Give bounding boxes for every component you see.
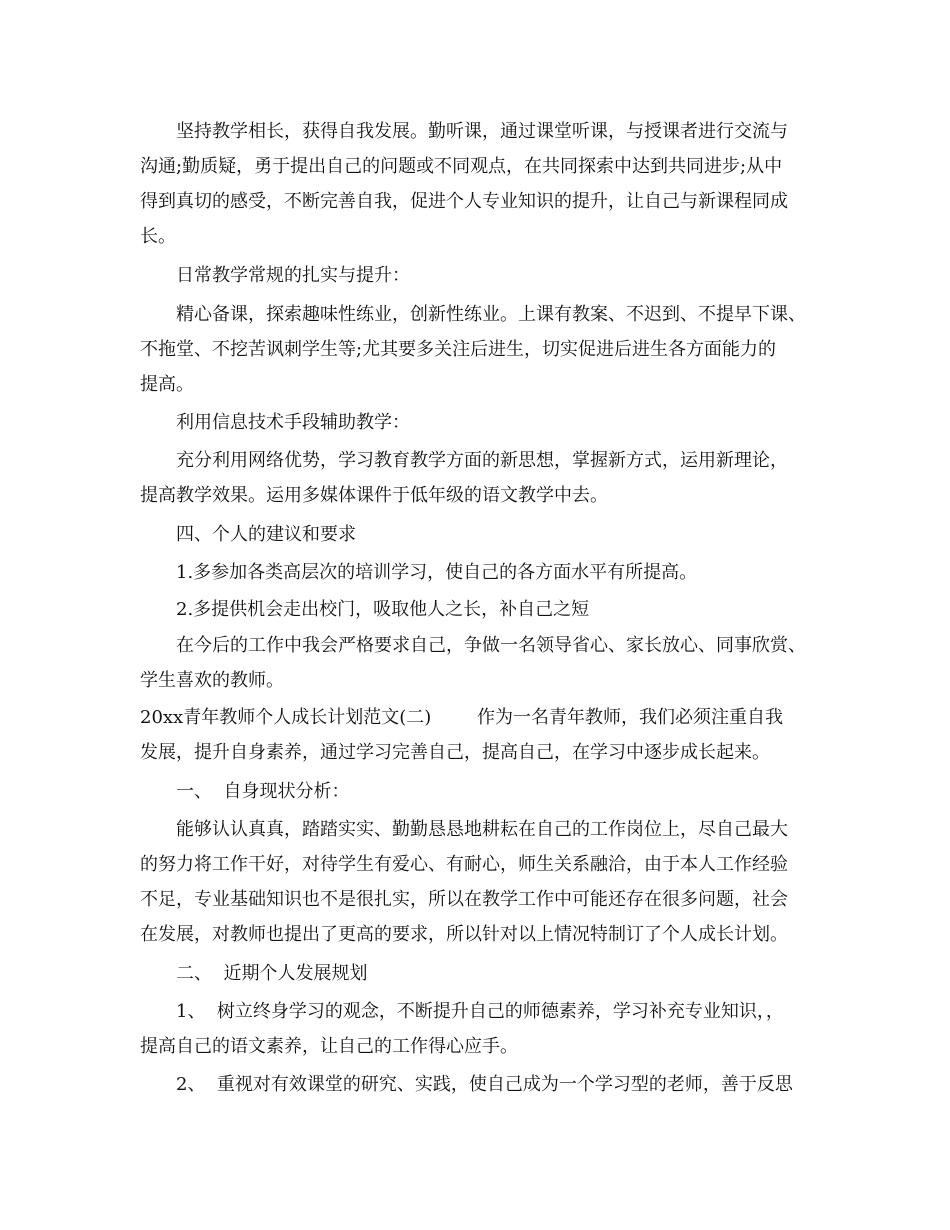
paragraph-line: 提高教学效果。运用多媒体课件于低年级的语文教学中去。 xyxy=(140,485,608,506)
section-heading: 二、 近期个人发展规划 xyxy=(176,963,368,984)
paragraph-line: 精心备课，探索趣味性练业，创新性练业。上课有教案、不迟到、不提早下课、 xyxy=(176,304,806,325)
section-heading: 四、个人的建议和要求 xyxy=(176,524,356,545)
paragraph-line: 发展，提升自身素养，通过学习完善自己，提高自己，在学习中逐步成长起来。 xyxy=(140,742,770,763)
section-heading: 一、 自身现状分析： xyxy=(176,781,350,802)
list-item: 2.多提供机会走出校门，吸取他人之长，补自己之短 xyxy=(176,599,590,620)
paragraph-line: 坚持教学相长，获得自我发展。勤听课，通过课堂听课，与授课者进行交流与 xyxy=(176,121,788,142)
paragraph-line: 不足，专业基础知识也不是很扎实，所以在教学工作中可能还存在很多问题，社会 xyxy=(140,889,788,910)
section-heading: 利用信息技术手段辅助教学： xyxy=(176,412,410,433)
paragraph-line: 充分利用网络优势，学习教育教学方面的新思想，掌握新方式，运用新理论， xyxy=(176,450,788,471)
list-item: 1、 树立终身学习的观念，不断提升自己的师德素养，学习补充专业知识，， xyxy=(176,1001,784,1022)
paragraph-line: 得到真切的感受，不断完善自我，促进个人专业知识的提升，让自己与新课程同成 xyxy=(140,191,788,212)
paragraph-line: 能够认认真真，踏踏实实、勤勤恳恳地耕耘在自己的工作岗位上，尽自己最大 xyxy=(176,819,788,840)
paragraph-line: 长。 xyxy=(140,226,176,247)
paragraph-line: 提高。 xyxy=(140,374,194,395)
paragraph-line: 提高自己的语文素养，让自己的工作得心应手。 xyxy=(140,1036,518,1057)
article-title-line: 20xx青年教师个人成长计划范文(二) 作为一名青年教师，我们必须注重自我 xyxy=(140,707,784,728)
paragraph-line: 学生喜欢的教师。 xyxy=(140,670,284,691)
paragraph-line: 在今后的工作中我会严格要求自己，争做一名领导省心、家长放心、同事欣赏、 xyxy=(176,635,806,656)
paragraph-line: 沟通;勤质疑，勇于提出自己的问题或不同观点，在共同探索中达到共同进步;从中 xyxy=(140,156,783,177)
list-item: 2、 重视对有效课堂的研究、实践，使自己成为一个学习型的老师，善于反思 xyxy=(176,1074,793,1095)
paragraph-line: 在发展，对教师也提出了更高的要求，所以针对以上情况特制订了个人成长计划。 xyxy=(140,924,788,945)
paragraph-line: 不拖堂、不挖苦讽刺学生等;尤其要多关注后进生，切实促进后进生各方面能力的 xyxy=(140,339,777,360)
paragraph-line: 的努力将工作干好，对待学生有爱心、有耐心，师生关系融洽，由于本人工作经验 xyxy=(140,854,788,875)
list-item: 1.多参加各类高层次的培训学习，使自己的各方面水平有所提高。 xyxy=(176,562,698,583)
section-heading: 日常教学常规的扎实与提升： xyxy=(176,265,410,286)
